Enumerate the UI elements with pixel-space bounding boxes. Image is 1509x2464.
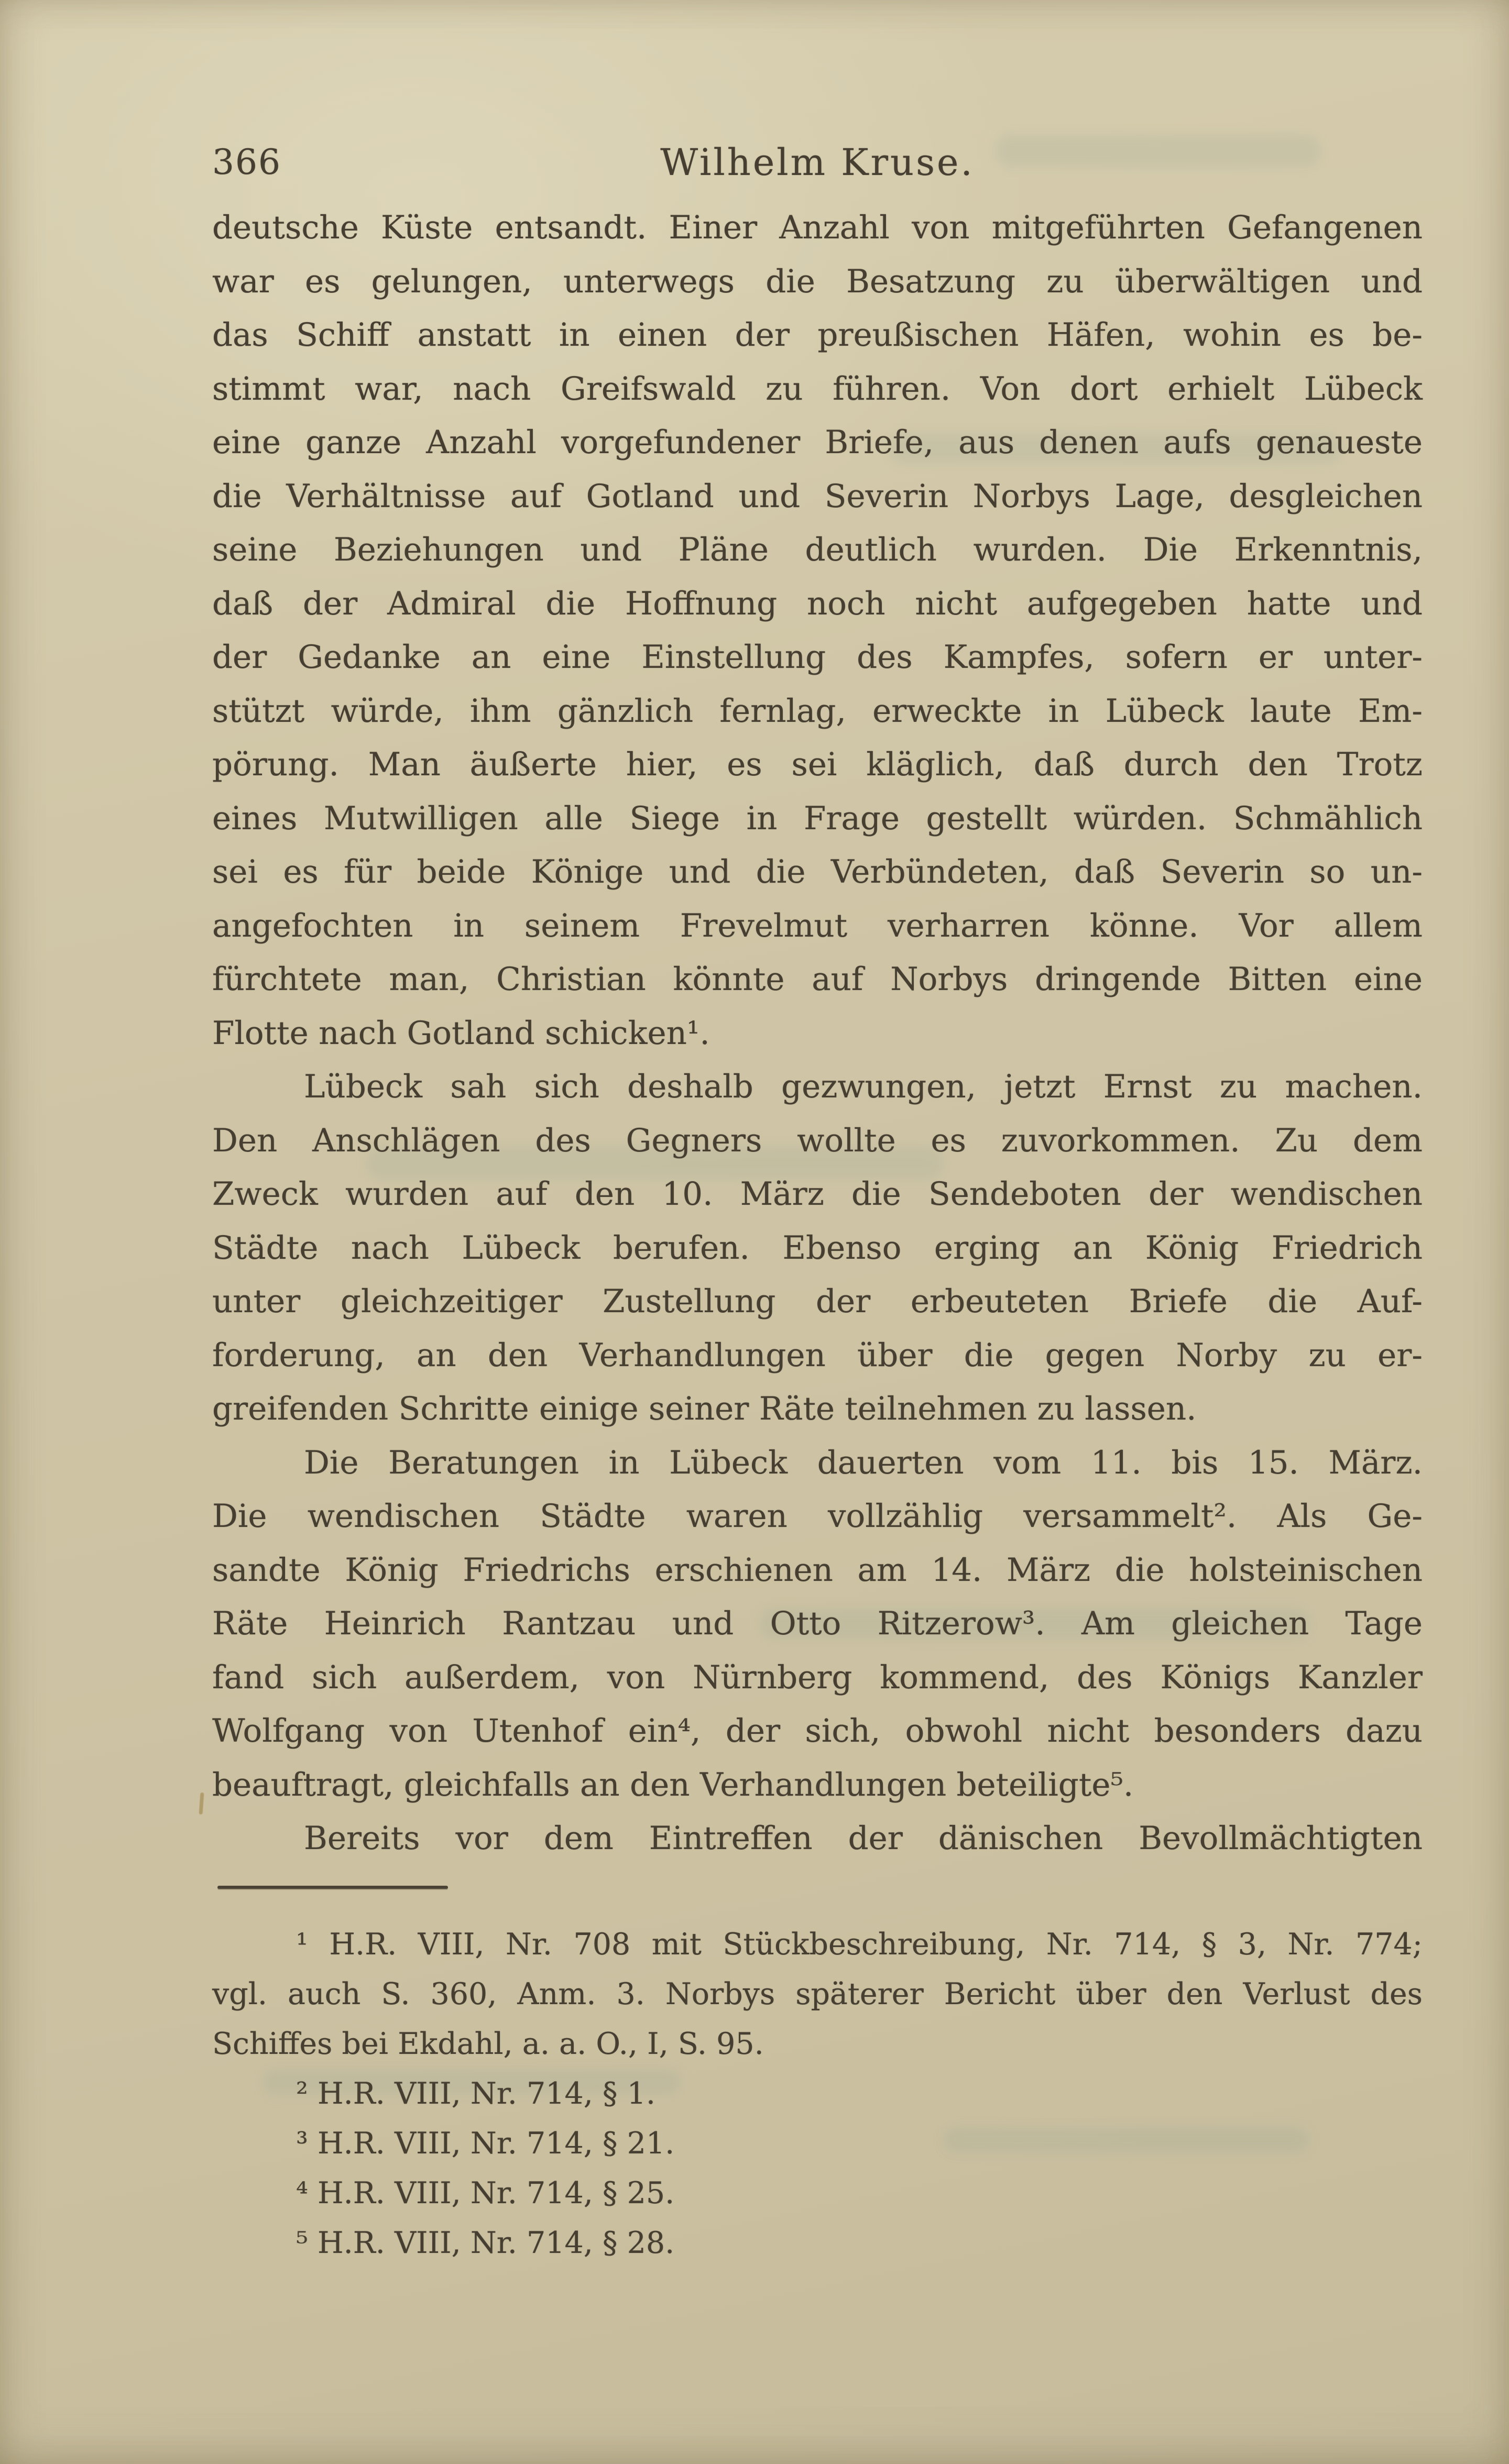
text-line: Lübeck sah sich deshalb gezwungen, jetzt Ernst zu machen. — [304, 1068, 1423, 1105]
text-line: Bereits vor dem Eintreffen der dänischen Bevollmächtigten — [304, 1820, 1423, 1857]
page-header — [212, 131, 1423, 194]
footnote-line: ³ H.R. VIII, Nr. 714, § 21. — [296, 2126, 675, 2161]
page-number: 366 — [212, 142, 281, 182]
footnote-line: Schiffes bei Ekdahl, a. a. O., I, S. 95. — [212, 2027, 764, 2061]
text-line: der Gedanke an eine Einstellung des Kampfes, sofern er unter- — [212, 639, 1423, 676]
footnote-separator — [217, 1886, 448, 1889]
text-line: fand sich außerdem, von Nürnberg kommend, des Königs Kanzler — [212, 1658, 1423, 1696]
text-line: eine ganze Anzahl vorgefundener Briefe, aus denen aufs genaueste — [212, 424, 1423, 461]
footnote-line: ¹ H.R. VIII, Nr. 708 mit Stückbeschreibung, Nr. 714, § 3, Nr. 774; — [296, 1927, 1423, 1962]
text-line: greifenden Schritte einige seiner Räte teilnehmen zu lassen. — [212, 1390, 1197, 1427]
margin-pen-mark — [199, 1792, 204, 1814]
text-line: sandte König Friedrichs erschienen am 14. März die holsteinischen — [212, 1551, 1423, 1589]
text-line: Städte nach Lübeck berufen. Ebenso erging an König Friedrich — [212, 1229, 1423, 1267]
text-line: das Schiff anstatt in einen der preußischen Häfen, wohin es be- — [212, 316, 1423, 354]
text-line: beauftragt, gleichfalls an den Verhandlungen beteiligte⁵. — [212, 1766, 1134, 1803]
text-line: daß der Admiral die Hoffnung noch nicht aufgegeben hatte und — [212, 585, 1423, 622]
text-line: Die wendischen Städte waren vollzählig versammelt². Als Ge- — [212, 1498, 1423, 1535]
text-line: war es gelungen, unterwegs die Besatzung zu überwältigen und — [212, 262, 1423, 300]
text-line: unter gleichzeitiger Zustellung der erbeuteten Briefe die Auf- — [212, 1283, 1423, 1320]
text-line: seine Beziehungen und Pläne deutlich wurden. Die Erkenntnis, — [212, 531, 1423, 568]
text-line: stützt würde, ihm gänzlich fernlag, erweckte in Lübeck laute Em- — [212, 692, 1423, 730]
text-line: Wolfgang von Utenhof ein⁴, der sich, obwohl nicht besonders dazu — [212, 1712, 1423, 1750]
running-title: Wilhelm Kruse. — [660, 141, 975, 184]
text-line: fürchtete man, Christian könnte auf Norbys dringende Bitten eine — [212, 961, 1423, 998]
text-line: sei es für beide Könige und die Verbündeten, daß Severin so un- — [212, 853, 1423, 890]
text-line: Flotte nach Gotland schicken¹. — [212, 1014, 710, 1052]
text-line: pörung. Man äußerte hier, es sei kläglich, daß durch den Trotz — [212, 746, 1423, 783]
body-text — [212, 201, 1423, 1866]
text-line: deutsche Küste entsandt. Einer Anzahl von mitgeführten Gefangenen — [212, 209, 1423, 246]
footnotes — [212, 1920, 1423, 2268]
text-line: Zweck wurden auf den 10. März die Sendeboten der wendischen — [212, 1175, 1423, 1213]
footnote-line: vgl. auch S. 360, Anm. 3. Norbys späterer Bericht über den Verlust des — [212, 1977, 1423, 2011]
text-line: Den Anschlägen des Gegners wollte es zuvorkommen. Zu dem — [212, 1121, 1423, 1159]
text-line: angefochten in seinem Frevelmut verharren könne. Vor allem — [212, 907, 1423, 944]
text-line: Räte Heinrich Rantzau und Otto Ritzerow³. Am gleichen Tage — [212, 1605, 1423, 1642]
text-line: die Verhältnisse auf Gotland und Severin Norbys Lage, desgleichen — [212, 477, 1423, 515]
footnote-line: ⁵ H.R. VIII, Nr. 714, § 28. — [296, 2226, 675, 2260]
footnote-line: ² H.R. VIII, Nr. 714, § 1. — [296, 2076, 656, 2111]
text-line: stimmt war, nach Greifswald zu führen. Von dort erhielt Lübeck — [212, 370, 1423, 408]
text-line: eines Mutwilligen alle Siege in Frage gestellt würden. Schmählich — [212, 799, 1423, 837]
text-line: Die Beratungen in Lübeck dauerten vom 11. bis 15. März. — [304, 1444, 1423, 1481]
text-line: forderung, an den Verhandlungen über die gegen Norby zu er- — [212, 1336, 1423, 1374]
footnote-line: ⁴ H.R. VIII, Nr. 714, § 25. — [296, 2176, 675, 2210]
